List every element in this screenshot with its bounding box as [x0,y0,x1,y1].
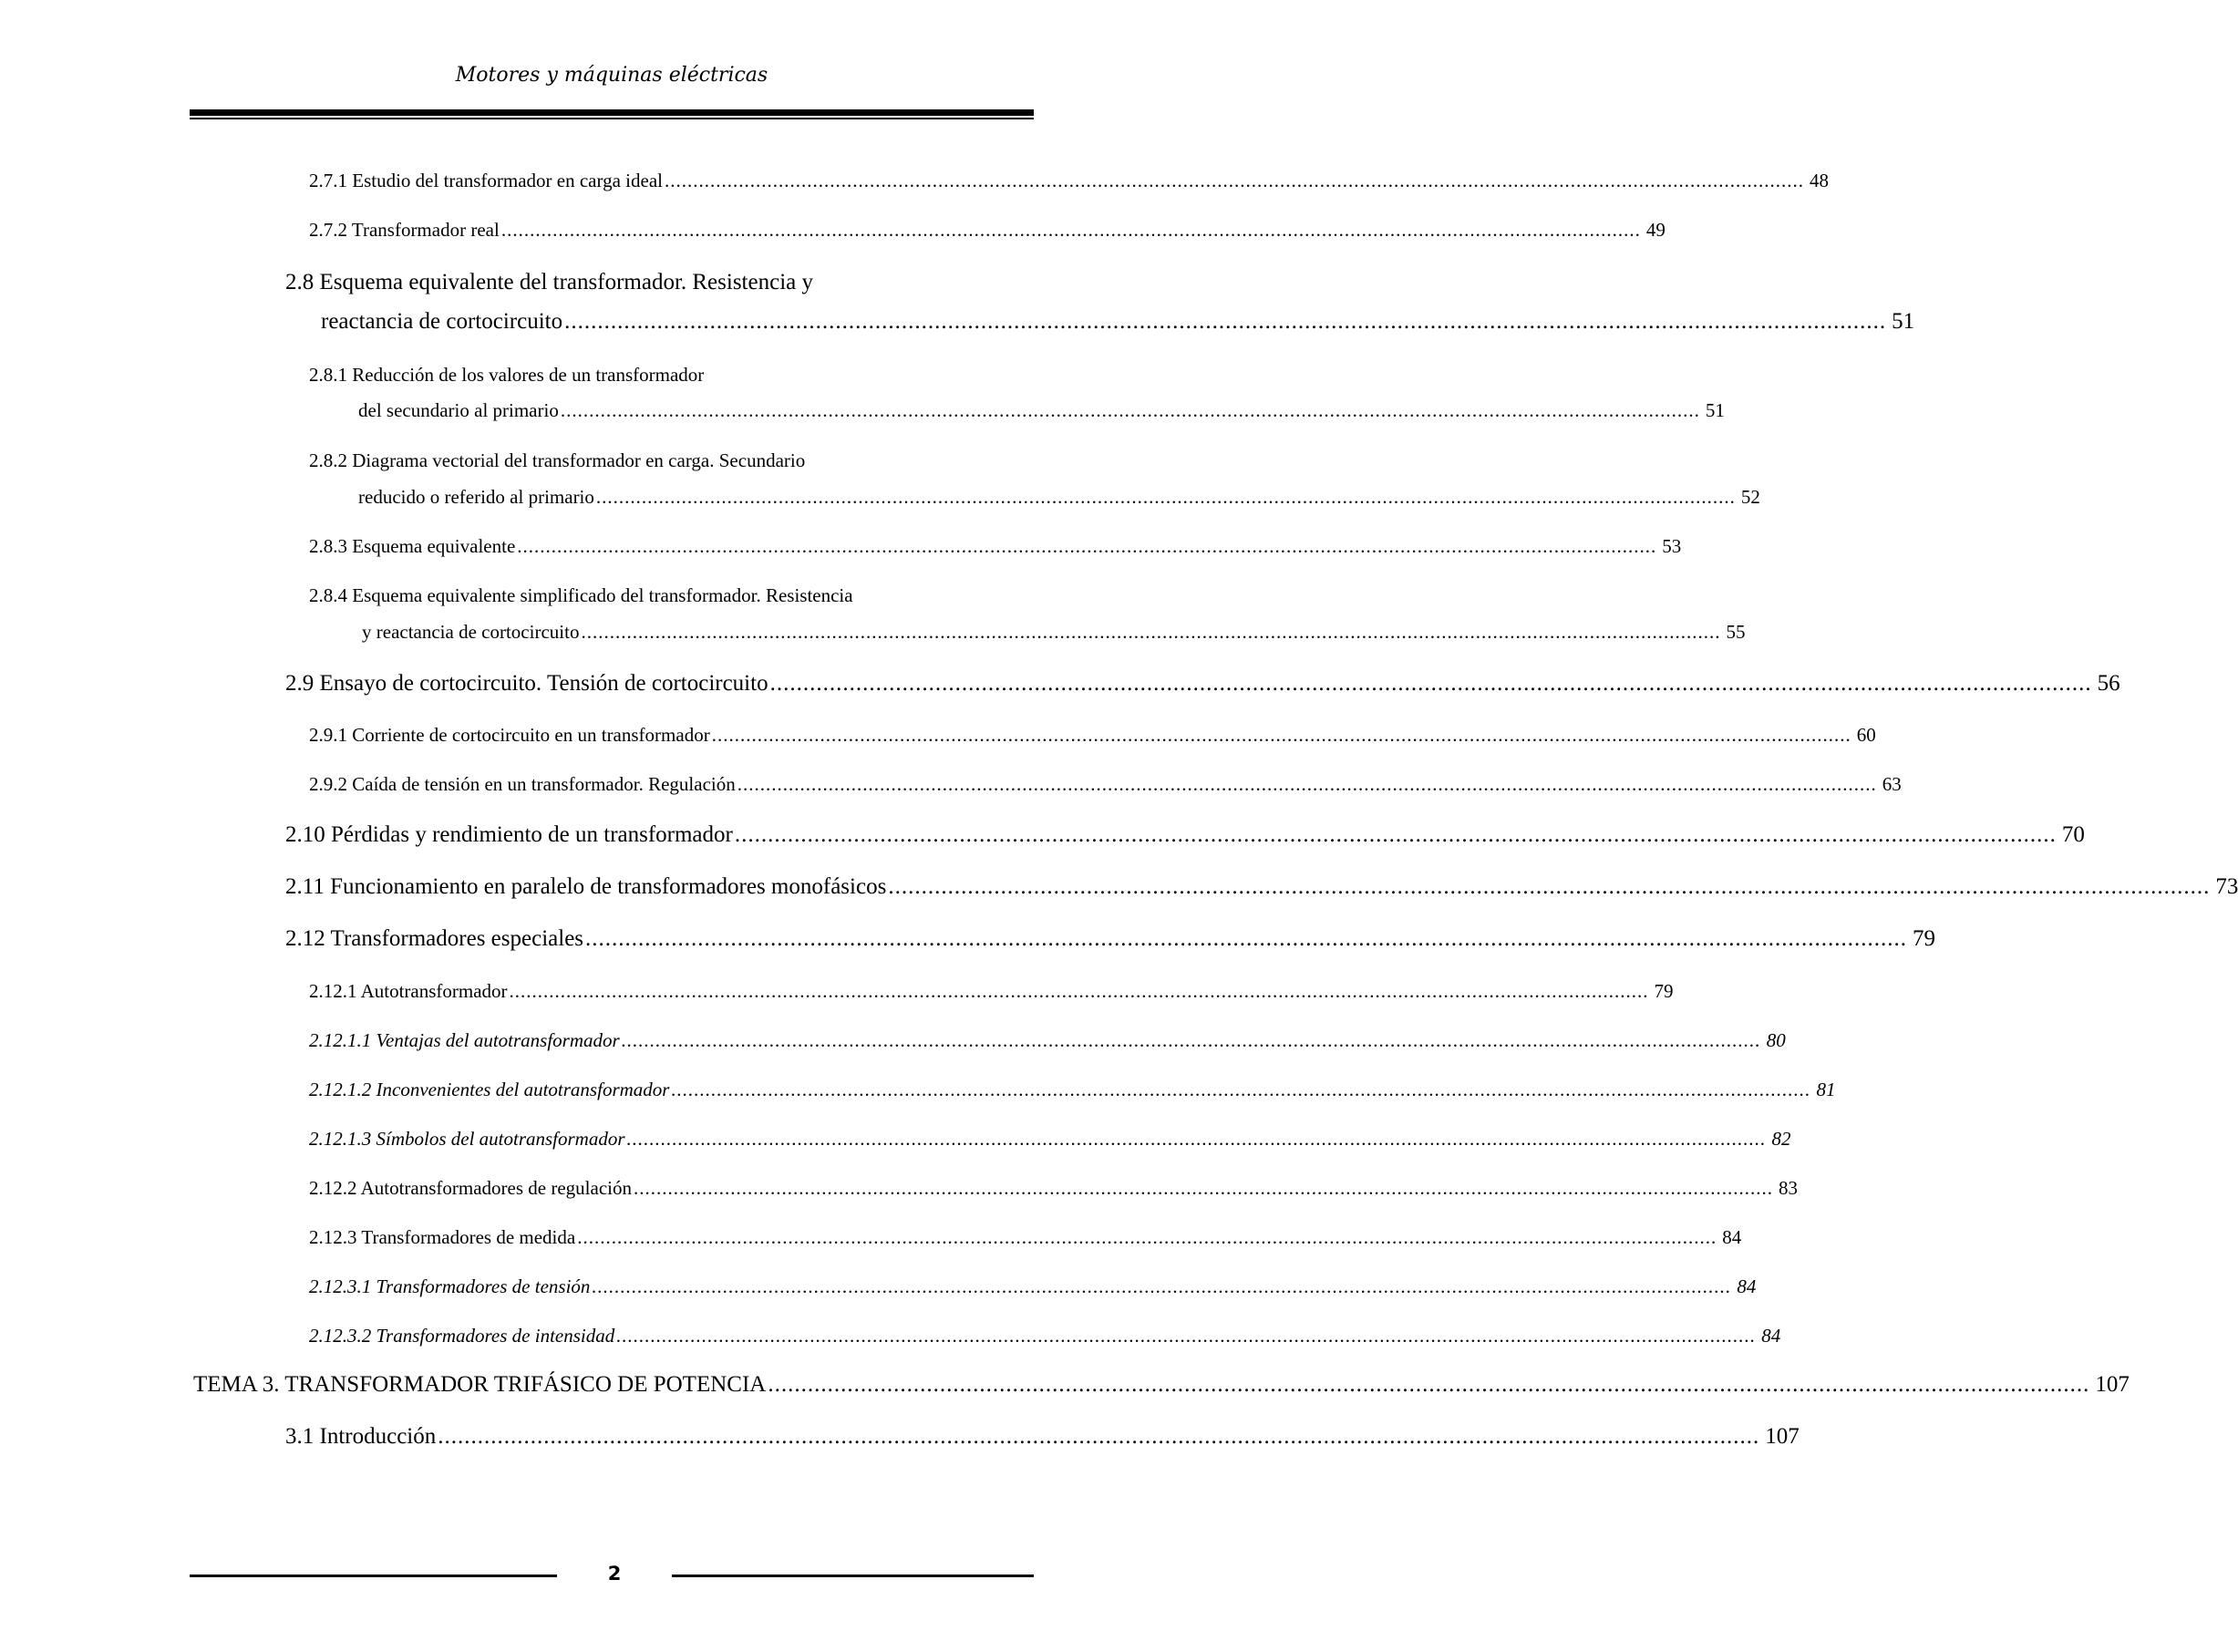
toc-entry-page: 107 [2095,1372,2130,1397]
toc-leader-dots: ........................................................................................................................................................................................................ [592,1275,1732,1297]
toc-entry[interactable] [309,1226,1742,1249]
toc-entry-page: 80 [1766,1029,1786,1051]
toc-entry-title: 2.12.1 Autotransformador [309,980,508,1002]
toc-leader-dots: ........................................................................................................................................................................................................ [595,486,1736,508]
toc-entry-title-line1: 2.8.4 Esquema equivalente simplificado del transformador. Resistencia [309,584,853,606]
toc-entry-title: 2.12.1.3 Símbolos del autotransformador [309,1128,625,1150]
toc-leader-dots: ........................................................................................................................................................................................................ [711,724,1851,746]
toc-leader-dots: ........................................................................................................................................................................................................ [626,1128,1767,1150]
toc-entry-page: 70 [2061,822,2085,847]
toc-entry-page: 51 [1705,399,1725,421]
toc-entry-title-line1: 2.8 Esquema equivalente del transformador. Resistencia y [285,270,813,294]
toc-entry-title: del secundario al primario [358,399,559,421]
toc-entry-title: 2.9.2 Caída de tensión en un transformador. Regulación [309,773,736,795]
toc-entry[interactable] [285,926,1936,952]
toc-leader-dots: ........................................................................................................................................................................................................ [634,1177,1773,1199]
toc-entry[interactable] [309,1128,1791,1151]
toc-leader-dots: ........................................................................................................................................................................................................ [737,773,1877,795]
toc-entry-page: 52 [1740,486,1760,508]
toc-leader-dots: ........................................................................................................................................................................................................ [517,535,1657,557]
toc-entry-page: 60 [1856,724,1876,746]
toc-entry[interactable] [285,1424,1800,1450]
toc-leader-dots: ........................................................................................................................................................................................................ [671,1079,1811,1100]
toc-entry-page: 63 [1882,773,1902,795]
toc-entry-title: 2.12.3 Transformadores de medida [309,1226,576,1248]
toc-entry-page: 84 [1722,1226,1742,1248]
toc-entry[interactable] [309,219,1666,242]
toc-entry-title: 2.11 Funcionamiento en paralelo de transformadores monofásicos [285,874,887,899]
toc-leader-dots: ........................................................................................................................................................................................................ [581,621,1721,643]
toc-entry-page: 79 [1654,980,1674,1002]
toc-entry[interactable] [358,399,1725,422]
toc-entry[interactable] [285,874,2238,900]
toc-entry[interactable] [321,309,1915,335]
toc-entry-title: 2.12.2 Autotransformadores de regulación [309,1177,632,1199]
toc-entry-page: 84 [1761,1325,1781,1347]
toc-entry-title: reactancia de cortocircuito [321,309,563,334]
toc-leader-dots: ........................................................................................................................................................................................................ [734,822,2057,847]
toc-entry-page: 55 [1726,621,1746,643]
footer-rule-right [672,1575,1034,1577]
toc-leader-dots: ........................................................................................................................................................................................................ [769,671,2092,696]
toc-entry-title: 2.12.3.1 Transformadores de tensión [309,1275,591,1297]
toc-leader-dots: ........................................................................................................................................................................................................ [560,399,1700,421]
toc-entry-title: 2.9.1 Corriente de cortocircuito en un transformador [309,724,710,746]
toc-entry-title: 2.12.1.1 Ventajas del autotransformador [309,1029,620,1051]
toc-entry-title: reducido o referido al primario [358,486,594,508]
toc-leader-dots: ........................................................................................................................................................................................................ [500,219,1641,241]
toc-entry-title: 3.1 Introducción [285,1424,437,1449]
toc-entry-page: 107 [1765,1424,1800,1449]
toc-entry-title: 2.9 Ensayo de cortocircuito. Tensión de cortocircuito [285,671,768,696]
toc-entry[interactable] [309,1275,1757,1298]
toc-entry-title: 2.12.1.2 Inconvenientes del autotransformador [309,1079,670,1100]
running-header-title: Motores y máquinas eléctricas [455,64,768,87]
toc-entry[interactable] [362,621,1746,644]
toc-leader-dots: ........................................................................................................................................................................................................ [585,926,1908,951]
toc-entry-page: 83 [1779,1177,1798,1199]
toc-entry[interactable] [309,535,1682,558]
toc-entry-page: 81 [1816,1079,1836,1100]
toc-leader-dots: ........................................................................................................................................................................................................ [665,170,1804,191]
toc-entry-title: 2.10 Pérdidas y rendimiento de un transformador [285,822,733,847]
toc-entry-page: 51 [1892,309,1915,334]
toc-entry[interactable] [358,486,1760,509]
toc-entry-title: 2.12 Transformadores especiales [285,926,584,951]
toc-entry[interactable] [309,170,1829,192]
page-number: 2 [607,1563,622,1585]
toc-entry[interactable] [309,1177,1798,1200]
toc-entry[interactable] [285,671,2120,697]
toc-entry-title: 2.8.3 Esquema equivalente [309,535,516,557]
toc-leader-dots: ........................................................................................................................................................................................................ [888,874,2211,899]
toc-entry-title-line1: 2.8.1 Reducción de los valores de un transformador [309,364,705,386]
toc-entry[interactable] [309,1029,1786,1052]
toc-entry-page: 73 [2215,874,2238,899]
toc-leader-dots: ........................................................................................................................................................................................................ [509,980,1649,1002]
toc-entry-title: 2.12.3.2 Transformadores de intensidad [309,1325,615,1347]
toc-entry-title: y reactancia de cortocircuito [362,621,580,643]
toc-entry-page: 48 [1810,170,1829,191]
toc-entry[interactable] [309,980,1674,1003]
toc-entry[interactable] [193,1372,2130,1398]
toc-entry[interactable] [309,1079,1836,1101]
toc-leader-dots: ........................................................................................................................................................................................................ [616,1325,1757,1347]
toc-leader-dots: ........................................................................................................................................................................................................ [438,1424,1760,1449]
toc-entry[interactable] [309,773,1902,796]
toc-leader-dots: ........................................................................................................................................................................................................ [577,1226,1717,1248]
toc-entry-page: 49 [1645,219,1666,241]
toc-entry-page: 56 [2097,671,2120,696]
toc-entry-page: 82 [1771,1128,1791,1150]
toc-leader-dots: ........................................................................................................................................................................................................ [621,1029,1761,1051]
toc-entry[interactable] [309,1325,1781,1347]
toc-entry-page: 53 [1662,535,1682,557]
footer-rule-left [190,1575,557,1577]
toc-entry-title-line1: 2.8.2 Diagrama vectorial del transformador en carga. Secundario [309,449,806,471]
toc-entry-title: 2.7.2 Transformador real [309,219,500,241]
toc-entry-page: 84 [1737,1275,1757,1297]
toc-entry-page: 79 [1913,926,1936,951]
toc-leader-dots: ........................................................................................................................................................................................................ [564,309,1887,334]
toc-entry[interactable] [309,724,1876,747]
toc-entry-title: 2.7.1 Estudio del transformador en carga ideal [309,170,663,191]
toc-entry[interactable] [285,822,2085,848]
toc-entry-title: TEMA 3. TRANSFORMADOR TRIFÁSICO DE POTENCIA [193,1372,767,1397]
toc-leader-dots: ........................................................................................................................................................................................................ [768,1372,2090,1397]
